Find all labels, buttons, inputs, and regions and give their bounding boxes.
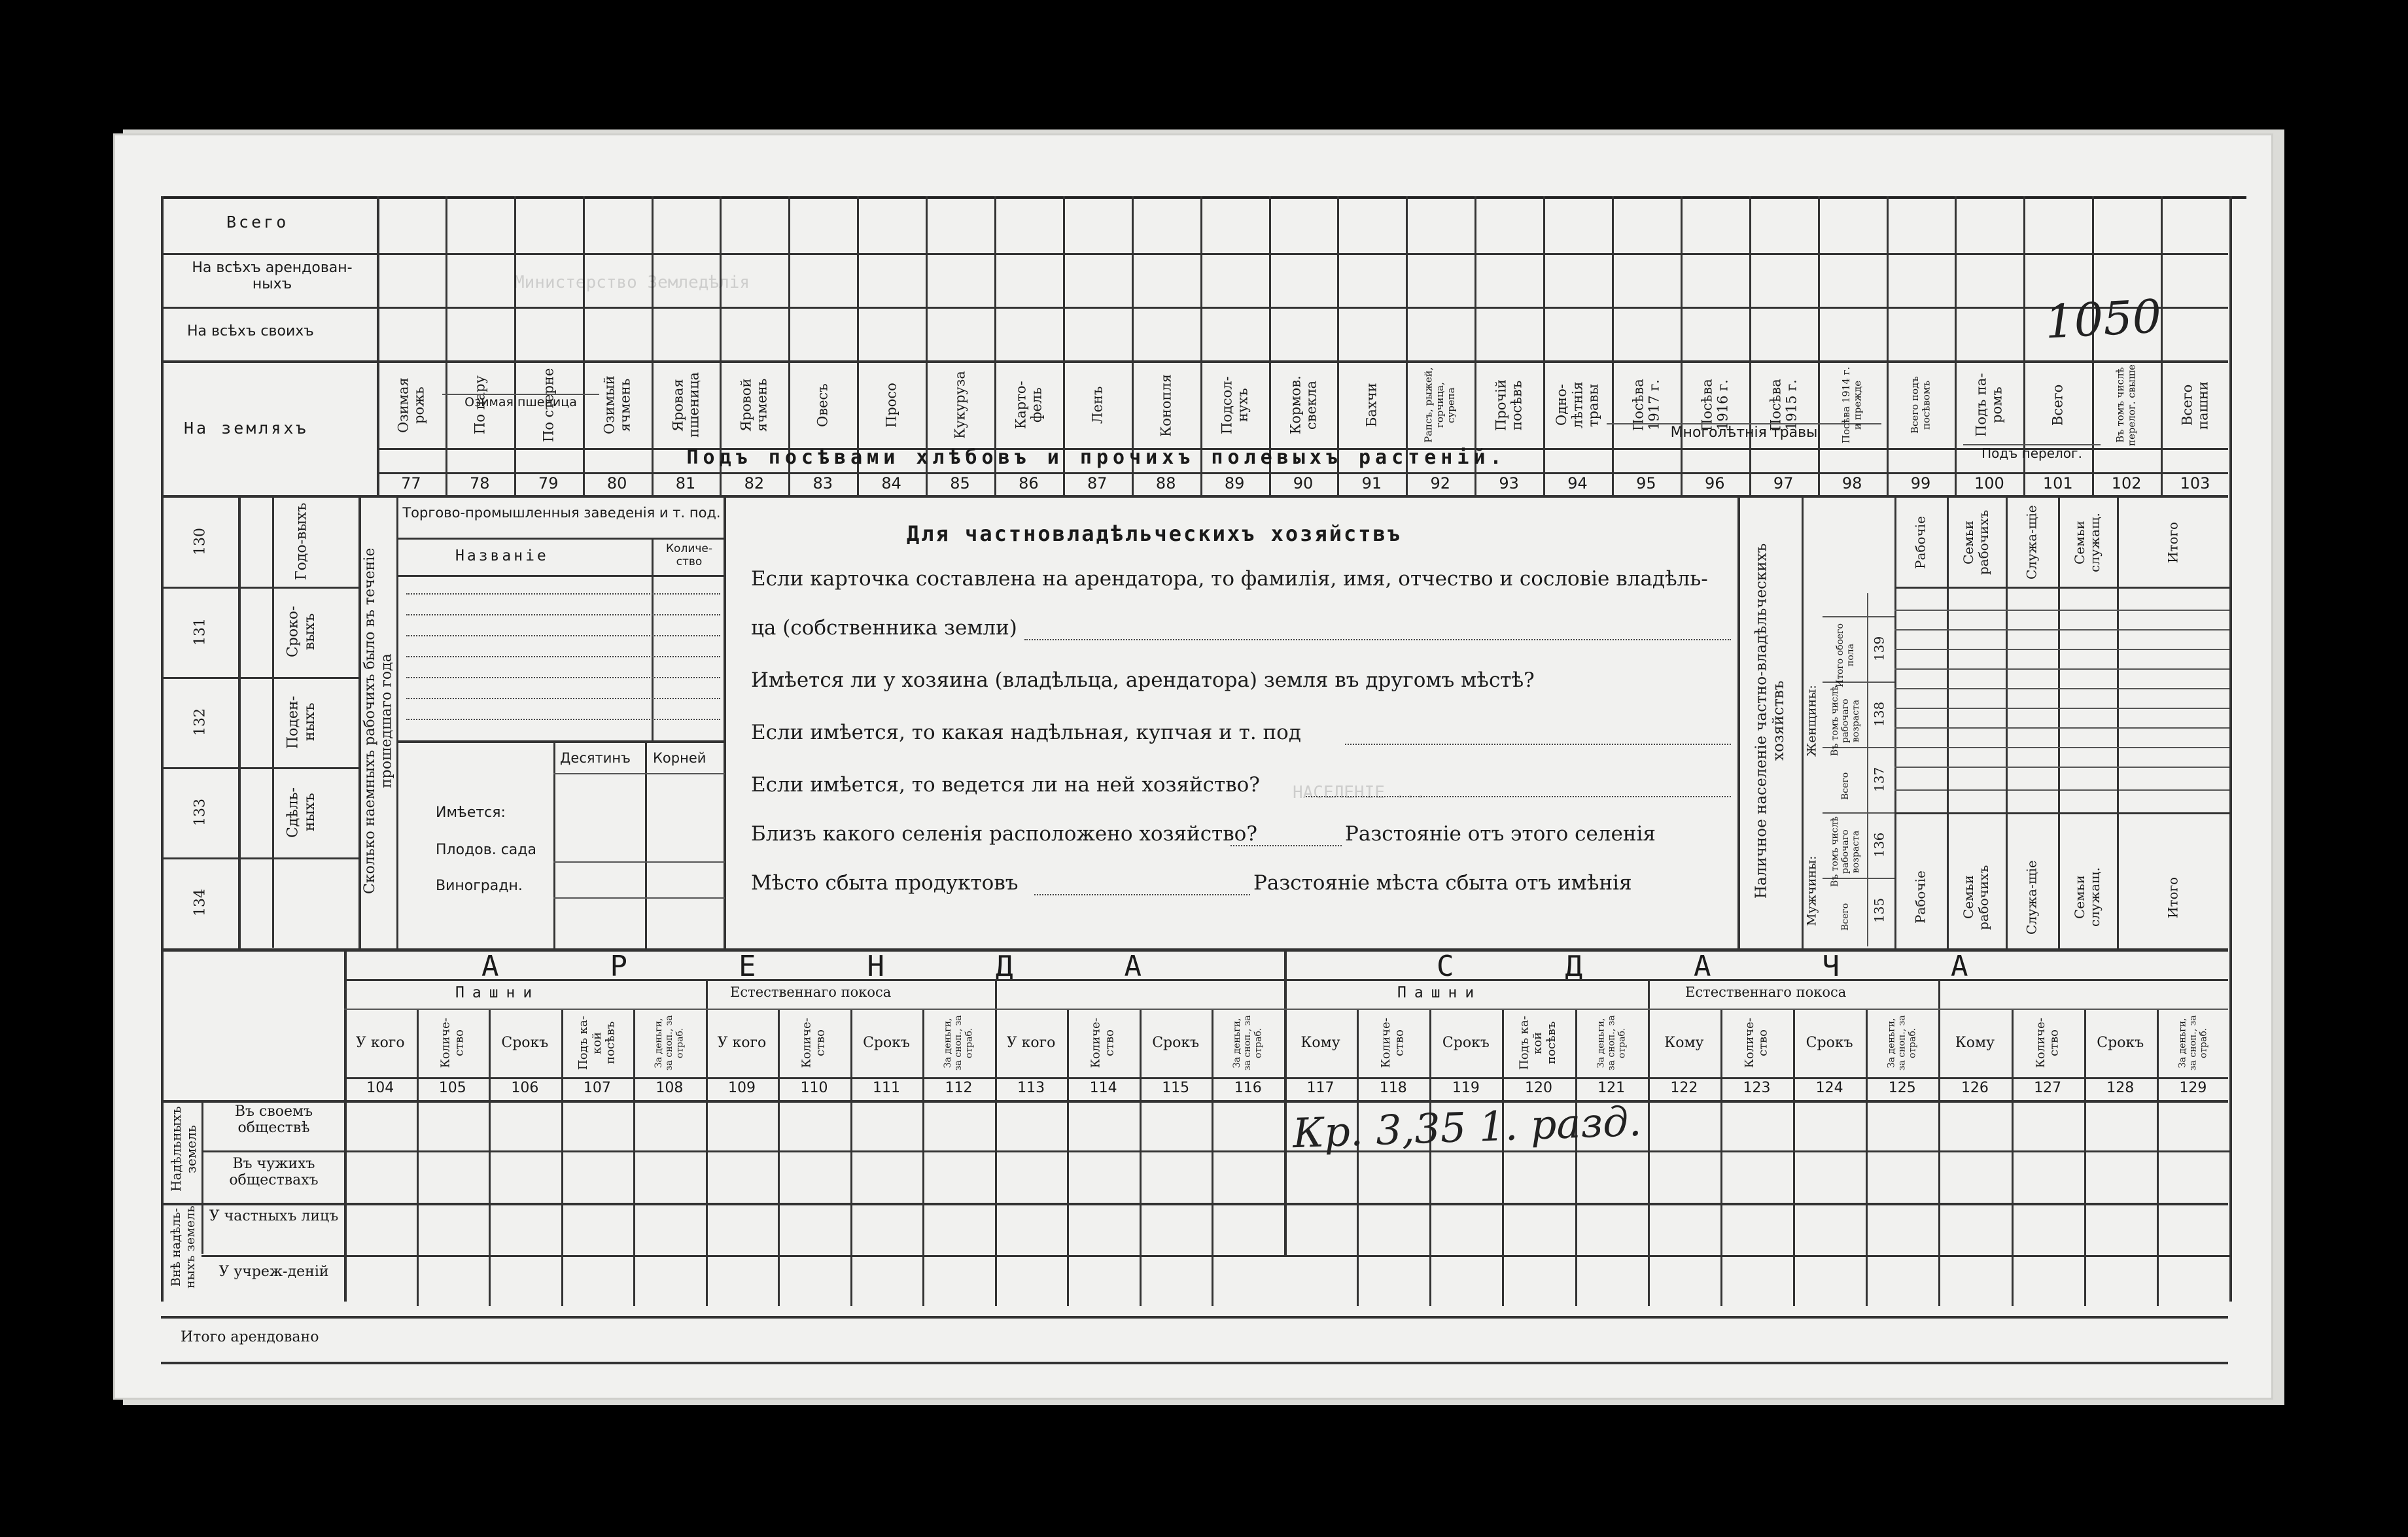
arenda-num-109: 109 bbox=[727, 1080, 756, 1096]
stamp-ghost: Министерство Земледѣлія bbox=[514, 273, 750, 292]
column-line bbox=[850, 1009, 852, 1306]
line bbox=[1894, 767, 2229, 768]
sdacha-num-123: 123 bbox=[1743, 1080, 1771, 1096]
worker-label-134 bbox=[279, 861, 324, 944]
line bbox=[162, 767, 358, 769]
workers-side-label: Сколько наемныхъ рабочихъ было въ теченіе прошедшаго года bbox=[362, 547, 395, 894]
crop-num-91: 91 bbox=[1361, 474, 1382, 492]
pop-label-136: Въ томъ числѣ рабочаго возраста bbox=[1829, 816, 1862, 887]
crop-num-99: 99 bbox=[1910, 474, 1931, 492]
line bbox=[553, 740, 555, 948]
arenda-num-113: 113 bbox=[1017, 1080, 1045, 1096]
line bbox=[398, 575, 725, 577]
line bbox=[344, 979, 2228, 981]
trade-col-qty: Количе-ство bbox=[665, 542, 713, 568]
row-svoem: Въ своемъ обществѣ bbox=[234, 1103, 313, 1136]
crop-num-88: 88 bbox=[1155, 474, 1176, 492]
arenda-col-104: У кого bbox=[355, 1035, 405, 1051]
pop-num-138: 138 bbox=[1871, 701, 1887, 727]
column-line bbox=[1793, 1009, 1795, 1306]
pop-top-2: Служа-щіе bbox=[2023, 505, 2040, 580]
crop-header-80: Озимый ячмень bbox=[601, 375, 633, 435]
crop-num-77: 77 bbox=[401, 474, 421, 492]
form-q4: Если имѣется, то ведется ли на ней хозяйство? bbox=[751, 773, 1260, 797]
crop-header-96: Посѣва 1916 г. bbox=[1699, 379, 1731, 432]
arenda-num-112: 112 bbox=[945, 1080, 973, 1096]
line bbox=[2006, 495, 2008, 948]
crop-header-95: Посѣва 1917 г. bbox=[1630, 379, 1662, 432]
sdacha-pashni: Пашни bbox=[1397, 984, 1482, 1001]
line bbox=[161, 1362, 2228, 1364]
arenda-num-106: 106 bbox=[511, 1080, 539, 1096]
has-label: Имѣется: bbox=[436, 804, 506, 821]
column-line bbox=[583, 196, 585, 496]
row-label-rented: На всѣхъ арендован-ныхъ bbox=[192, 260, 353, 292]
line bbox=[1034, 894, 1250, 895]
handwritten-entry: Кр. 3,35 1. разд. bbox=[1291, 1097, 1643, 1158]
pop-bottom-1: Семьи рабочихъ bbox=[1961, 865, 1991, 930]
crop-num-86: 86 bbox=[1019, 474, 1039, 492]
crop-header-101: Всего bbox=[2050, 384, 2066, 426]
arenda-title: АРЕНДА bbox=[481, 950, 1253, 983]
pop-top-1: Семьи рабочихъ bbox=[1961, 509, 1991, 576]
crop-num-83: 83 bbox=[812, 474, 833, 492]
column-line bbox=[1938, 979, 1940, 1306]
line bbox=[162, 677, 358, 679]
sdacha-col-118: Количе-ство bbox=[1379, 1018, 1406, 1068]
crop-header-100: Подъ па-ромъ bbox=[1973, 373, 2005, 438]
line bbox=[1894, 668, 2229, 670]
line bbox=[162, 587, 358, 589]
pop-label-138: Въ томъ числѣ рабочаго возраста bbox=[1829, 685, 1862, 756]
crop-num-81: 81 bbox=[675, 474, 696, 492]
line bbox=[1894, 610, 2229, 611]
worker-num-130: 130 bbox=[192, 528, 209, 555]
line bbox=[377, 196, 379, 496]
dotted-row bbox=[406, 719, 720, 720]
line bbox=[238, 495, 241, 948]
line bbox=[201, 1150, 2229, 1152]
row-label-lands: На земляхъ bbox=[184, 419, 309, 438]
form-q1a: Если карточка составлена на арендатора, то фамилія, имя, отчество и сословіе владѣль- bbox=[751, 567, 1708, 591]
population-side-label: Наличное населеніе частно-владѣльческихъ хозяйствъ bbox=[1753, 543, 1787, 899]
line bbox=[1823, 616, 1894, 617]
crop-header-81: Яровая пшеница bbox=[669, 372, 701, 438]
arenda-col-113: У кого bbox=[1006, 1035, 1056, 1051]
crop-header-78: По пару bbox=[472, 375, 488, 435]
form-q3: Если имѣется, то какая надѣльная, купчая и т. под bbox=[751, 721, 1301, 744]
arenda-col-110: Количе-ство bbox=[799, 1018, 828, 1068]
line bbox=[2117, 495, 2119, 948]
column-line bbox=[1648, 979, 1650, 1306]
crop-header-102: Въ томъ числѣ перелог. свыше bbox=[2114, 364, 2138, 446]
trade-col-name: Названіе bbox=[455, 547, 549, 564]
pop-num-136: 136 bbox=[1871, 832, 1887, 858]
line bbox=[272, 496, 274, 948]
arenda-num-107: 107 bbox=[583, 1080, 611, 1096]
arenda-num-105: 105 bbox=[438, 1080, 466, 1096]
crop-header-87: Ленъ bbox=[1089, 386, 1106, 424]
pop-label-139: Итого обоего пола bbox=[1834, 623, 1856, 687]
worker-num-134: 134 bbox=[192, 889, 209, 916]
line bbox=[1345, 744, 1731, 745]
line bbox=[398, 538, 725, 540]
crop-num-87: 87 bbox=[1087, 474, 1108, 492]
ozim-wheat-label: Озимая пшеница bbox=[442, 394, 599, 409]
crop-num-89: 89 bbox=[1224, 474, 1245, 492]
sdacha-num-122: 122 bbox=[1670, 1080, 1698, 1096]
arenda-col-108: За деньги, за сноп., за отраб. bbox=[654, 1015, 686, 1071]
row-label-own: На всѣхъ своихъ bbox=[187, 323, 314, 339]
line bbox=[553, 897, 725, 899]
crop-header-85: Кукуруза bbox=[952, 371, 968, 440]
trade-title: Торгово-промышленныя заведенія и т. под. bbox=[402, 505, 721, 521]
mnogolet-label: Многолѣтнія травы bbox=[1607, 423, 1881, 441]
crop-header-98: Посѣва 1914 г. и прежде bbox=[1840, 366, 1864, 444]
line bbox=[652, 538, 654, 740]
pop-label-135: Всего bbox=[1840, 903, 1851, 931]
arenda-col-114: Количе-ство bbox=[1089, 1018, 1117, 1068]
crop-header-77: Озимая рожь bbox=[395, 377, 427, 433]
line bbox=[161, 253, 2228, 255]
arenda-col-115: Срокъ bbox=[1152, 1035, 1200, 1051]
dotted-row bbox=[406, 656, 720, 657]
sdacha-num-128: 128 bbox=[2106, 1080, 2135, 1096]
dotted-row bbox=[406, 677, 720, 678]
worker-label-130: Годо-выхъ bbox=[293, 502, 310, 581]
column-line bbox=[1681, 196, 1683, 496]
crop-header-94: Одно-лѣтнія травы bbox=[1554, 381, 1601, 429]
column-line bbox=[706, 979, 708, 1306]
crop-num-94: 94 bbox=[1567, 474, 1588, 492]
crop-header-86: Карто-фель bbox=[1013, 381, 1045, 430]
row-uchrezhdeniy: У учреж-деній bbox=[218, 1264, 329, 1280]
crop-num-92: 92 bbox=[1430, 474, 1451, 492]
crop-num-78: 78 bbox=[470, 474, 490, 492]
crop-header-82: Яровой ячмень bbox=[738, 378, 770, 432]
worker-label-132: Поден-ныхъ bbox=[285, 695, 318, 749]
line bbox=[1894, 708, 2229, 709]
arenda-col-106: Срокъ bbox=[501, 1035, 549, 1051]
line bbox=[2058, 495, 2060, 948]
dotted-row bbox=[406, 698, 720, 699]
arenda-col-112: За деньги, за сноп., за отраб. bbox=[943, 1015, 975, 1071]
perelog-label: Подъ перелог. bbox=[1963, 444, 2101, 461]
line bbox=[1894, 789, 2229, 791]
top-border bbox=[161, 196, 2246, 199]
line bbox=[161, 495, 2228, 498]
crop-num-97: 97 bbox=[1773, 474, 1794, 492]
pop-bottom-0: Рабочіе bbox=[1912, 871, 1928, 924]
worker-num-133: 133 bbox=[192, 799, 209, 826]
line bbox=[161, 1100, 2228, 1103]
sdacha-col-127: Количе-ство bbox=[2033, 1018, 2061, 1068]
pop-label-137: Всего bbox=[1840, 772, 1851, 801]
arenda-col-105: Количе-ство bbox=[438, 1018, 466, 1068]
form-title: Для частновладѣльческихъ хозяйствъ bbox=[907, 521, 1403, 546]
line bbox=[1024, 639, 1731, 640]
column-line bbox=[2084, 1009, 2086, 1306]
crop-header-93: Прочій посѣвъ bbox=[1493, 379, 1525, 431]
dotted-row bbox=[406, 614, 720, 615]
right-border bbox=[2229, 196, 2232, 1302]
line bbox=[1894, 587, 2229, 589]
arenda-num-110: 110 bbox=[800, 1080, 828, 1096]
line bbox=[1894, 727, 2229, 729]
line bbox=[201, 1255, 2229, 1257]
vne-label: Внѣ надѣль-ныхъ земель bbox=[169, 1205, 198, 1289]
crop-num-85: 85 bbox=[950, 474, 970, 492]
arenda-col-107: Подъ ка-кой посѣвъ bbox=[576, 1016, 618, 1070]
form-q5b: Разстояніе отъ этого селенія bbox=[1345, 822, 1656, 846]
crops-caption: Подъ посѣвами хлѣбовъ и прочихъ полевыхъ растеній. bbox=[686, 446, 1507, 469]
nadel-label: Надѣльныхъ земель bbox=[168, 1106, 199, 1192]
sdacha-num-125: 125 bbox=[1888, 1080, 1916, 1096]
line bbox=[724, 495, 726, 948]
column-line bbox=[1429, 1009, 1431, 1306]
dotted-row bbox=[406, 635, 720, 636]
sdacha-title: СДАЧА bbox=[1437, 950, 2080, 983]
arenda-pashni: Пашни bbox=[455, 984, 540, 1001]
stamp-ghost: НАСЕЛЕНІЕ ... bbox=[1293, 783, 1426, 803]
crop-header-83: Овесъ bbox=[814, 383, 831, 427]
sdacha-col-129: За деньги, за сноп., за отраб. bbox=[2177, 1015, 2209, 1071]
line bbox=[201, 1100, 203, 1254]
sdacha-col-120: Подъ ка-кой посѣвъ bbox=[1517, 1016, 1559, 1070]
arenda-num-104: 104 bbox=[366, 1080, 394, 1096]
column-line bbox=[2161, 196, 2163, 496]
column-line bbox=[514, 196, 516, 496]
sdacha-num-118: 118 bbox=[1379, 1080, 1407, 1096]
crop-header-99: Всего подъ посѣвомъ bbox=[1908, 376, 1932, 434]
crop-num-95: 95 bbox=[1636, 474, 1656, 492]
arenda-num-115: 115 bbox=[1162, 1080, 1190, 1096]
sdacha-pokos: Естественнаго покоса bbox=[1685, 984, 1847, 1000]
line bbox=[553, 773, 725, 774]
line bbox=[1894, 812, 2229, 814]
crop-num-98: 98 bbox=[1841, 474, 1862, 492]
crop-num-84: 84 bbox=[881, 474, 901, 492]
line bbox=[396, 495, 398, 948]
line bbox=[161, 1316, 2228, 1319]
sdacha-col-117: Кому bbox=[1300, 1035, 1340, 1051]
crop-header-79: По стерне bbox=[540, 368, 557, 443]
crop-num-103: 103 bbox=[2180, 474, 2210, 492]
arenda-num-108: 108 bbox=[655, 1080, 684, 1096]
column-line bbox=[1887, 196, 1889, 496]
line bbox=[161, 307, 2228, 309]
line bbox=[1894, 495, 1896, 948]
row-total-rented: Итого арендовано bbox=[181, 1329, 319, 1345]
census-card bbox=[115, 135, 2271, 1398]
column-line bbox=[1955, 196, 1957, 496]
pop-top-4: Итого bbox=[2165, 521, 2181, 564]
plod-label: Плодов. сада bbox=[436, 842, 536, 858]
desyatin-label: Десятинъ bbox=[560, 750, 631, 766]
column-line bbox=[995, 979, 997, 1306]
sdacha-num-119: 119 bbox=[1452, 1080, 1480, 1096]
column-line bbox=[1818, 196, 1820, 496]
arenda-pokos: Естественнаго покоса bbox=[730, 984, 892, 1000]
column-line bbox=[489, 1009, 491, 1306]
form-q6a: Мѣсто сбыта продуктовъ bbox=[751, 871, 1019, 895]
line bbox=[1947, 495, 1949, 948]
sdacha-col-121: За деньги, за сноп., за отраб. bbox=[1596, 1015, 1628, 1071]
pop-women-label: Женщины: bbox=[1804, 685, 1819, 757]
pop-top-0: Рабочіе bbox=[1912, 516, 1928, 569]
crop-num-90: 90 bbox=[1293, 474, 1314, 492]
pop-men-label: Мужчины: bbox=[1804, 855, 1819, 926]
dotted-row bbox=[406, 593, 720, 595]
sdacha-num-129: 129 bbox=[2179, 1080, 2207, 1096]
row-chastnyh: У частныхъ лицъ bbox=[209, 1208, 339, 1224]
line bbox=[344, 1077, 2228, 1079]
line bbox=[1230, 845, 1342, 846]
line bbox=[553, 861, 725, 863]
pop-bottom-3: Семьи служащ. bbox=[2072, 867, 2103, 927]
line bbox=[344, 948, 347, 1302]
sdacha-num-121: 121 bbox=[1597, 1080, 1626, 1096]
sdacha-col-128: Срокъ bbox=[2097, 1035, 2144, 1051]
worker-num-131: 131 bbox=[192, 618, 209, 646]
arenda-col-111: Срокъ bbox=[863, 1035, 910, 1051]
crop-header-89: Подсол-нухъ bbox=[1218, 376, 1251, 434]
crop-header-92: Рапсъ, рыжей, горчица, сурепа bbox=[1422, 367, 1457, 443]
arenda-num-111: 111 bbox=[873, 1080, 901, 1096]
form-q2: Имѣется ли у хозяина (владѣльца, арендатора) земля въ другомъ мѣстѣ? bbox=[751, 668, 1535, 692]
sdacha-col-126: Кому bbox=[1955, 1035, 1995, 1051]
sdacha-num-127: 127 bbox=[2034, 1080, 2062, 1096]
line bbox=[1867, 593, 1868, 946]
pop-bottom-2: Служа-щіе bbox=[2023, 860, 2040, 935]
pop-bottom-4: Итого bbox=[2165, 876, 2181, 918]
form-q5a: Близъ какого селенія расположено хозяйство? bbox=[751, 822, 1257, 846]
pop-top-3: Семьи служащ. bbox=[2072, 513, 2103, 572]
crop-header-84: Просо bbox=[883, 383, 899, 428]
arenda-col-116: За деньги, за сноп., за отраб. bbox=[1232, 1015, 1264, 1071]
line bbox=[344, 1009, 2228, 1010]
form-q6b: Разстояніе мѣста сбыта отъ имѣнія bbox=[1253, 871, 1632, 895]
sdacha-num-117: 117 bbox=[1306, 1080, 1335, 1096]
column-line bbox=[445, 196, 447, 496]
crop-header-103: Всего пашни bbox=[2179, 381, 2211, 430]
sdacha-num-126: 126 bbox=[1961, 1080, 1989, 1096]
sdacha-col-122: Кому bbox=[1664, 1035, 1704, 1051]
crop-num-102: 102 bbox=[2111, 474, 2142, 492]
crop-num-93: 93 bbox=[1499, 474, 1519, 492]
handwritten-number: 1050 bbox=[2043, 289, 2163, 349]
korney-label: Корней bbox=[653, 750, 707, 766]
line bbox=[1894, 649, 2229, 650]
arenda-col-109: У кого bbox=[717, 1035, 767, 1051]
crop-header-97: Посѣва 1915 г. bbox=[1768, 379, 1800, 432]
sdacha-col-123: Количе-ство bbox=[1742, 1018, 1770, 1068]
line bbox=[162, 857, 358, 859]
worker-num-132: 132 bbox=[192, 708, 209, 736]
sdacha-col-119: Срокъ bbox=[1442, 1035, 1490, 1051]
crop-num-82: 82 bbox=[744, 474, 765, 492]
pop-num-135: 135 bbox=[1871, 897, 1887, 924]
arenda-num-116: 116 bbox=[1234, 1080, 1262, 1096]
line bbox=[398, 740, 725, 743]
row-label-total: Всего bbox=[226, 213, 289, 232]
column-line bbox=[1140, 1009, 1142, 1306]
crop-num-80: 80 bbox=[606, 474, 627, 492]
line bbox=[645, 740, 647, 948]
crop-num-96: 96 bbox=[1705, 474, 1725, 492]
form-q1b: ца (собственника земли) bbox=[751, 616, 1017, 640]
line bbox=[1894, 629, 2229, 630]
line bbox=[1894, 747, 2229, 748]
sdacha-col-124: Срокъ bbox=[1806, 1035, 1853, 1051]
worker-label-131: Сроко-выхъ bbox=[285, 606, 318, 658]
pop-num-139: 139 bbox=[1871, 636, 1887, 662]
arenda-num-114: 114 bbox=[1089, 1080, 1117, 1096]
column-line bbox=[1612, 196, 1614, 496]
crop-header-91: Бахчи bbox=[1363, 383, 1380, 428]
line bbox=[161, 1203, 2228, 1205]
crop-header-90: Кормов. свекла bbox=[1287, 375, 1319, 435]
vinograd-label: Виноградн. bbox=[436, 878, 523, 894]
sdacha-num-120: 120 bbox=[1525, 1080, 1553, 1096]
crop-header-88: Конопля bbox=[1158, 373, 1174, 437]
column-line bbox=[1749, 196, 1751, 496]
worker-label-133: Сдѣль-ныхъ bbox=[285, 787, 318, 838]
crop-num-101: 101 bbox=[2042, 474, 2073, 492]
row-chuzhih: Въ чужихъ обществахъ bbox=[229, 1156, 319, 1188]
line bbox=[161, 360, 2228, 363]
line bbox=[1894, 688, 2229, 689]
pop-num-137: 137 bbox=[1871, 767, 1887, 793]
line bbox=[1737, 495, 1740, 948]
crop-num-79: 79 bbox=[538, 474, 559, 492]
crop-num-100: 100 bbox=[1974, 474, 2004, 492]
line bbox=[1802, 495, 1804, 948]
sdacha-num-124: 124 bbox=[1815, 1080, 1843, 1096]
sdacha-col-125: За деньги, за сноп., за отраб. bbox=[1886, 1015, 1918, 1071]
